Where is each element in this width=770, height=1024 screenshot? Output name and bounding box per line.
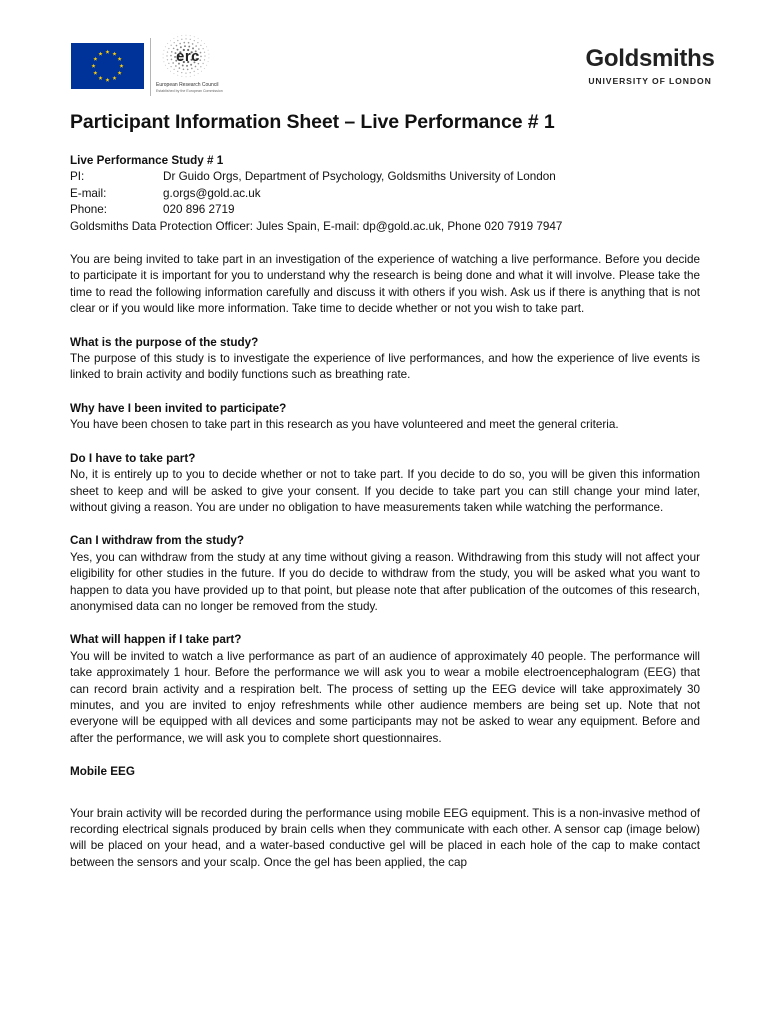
erc-dot [201,71,202,72]
erc-dot [200,56,202,58]
erc-dot [171,45,172,46]
erc-dot [173,73,174,74]
erc-dot [185,72,186,73]
logo-divider [150,38,151,96]
erc-dot [190,72,191,73]
university-logo-subtitle: UNIVERSITY OF LONDON [588,76,712,86]
erc-dot [167,52,168,53]
erc-dot [167,59,168,60]
eu-flag-icon [71,43,144,89]
section-heading-take-part: Do I have to take part? [70,451,196,465]
erc-dot [168,63,169,64]
erc-dot [167,68,168,69]
document-body [70,109,700,871]
erc-dot [187,69,189,71]
erc-dot [183,69,185,71]
section-heading-withdraw: Can I withdraw from the study? [70,534,245,548]
erc-dot [190,39,191,40]
page-title: Participant Information Sheet – Live Performance # 1 [70,111,555,133]
erc-dot [170,40,171,41]
erc-dot [184,45,186,47]
phone-value: 020 896 2719 [163,203,235,217]
erc-dot [167,43,168,44]
erc-dot [192,43,194,45]
erc-logo-subtitle: European Research Council [156,82,219,88]
erc-dot [165,46,166,47]
erc-dot [177,40,178,41]
erc-dot [204,55,205,56]
erc-dot [194,71,195,72]
erc-dot [174,42,175,43]
erc-dot [173,69,174,70]
erc-dot [198,73,199,74]
erc-dot [204,52,205,53]
erc-dot [208,61,209,62]
section-body-purpose: The purpose of this study is to investigate the experience of live performances, and how the experience of live events is linked to brain activity and bodily functions such as breathing rate. [70,352,700,382]
university-logo-name: Goldsmiths [585,45,715,72]
erc-dot [172,62,174,64]
pi-row [70,169,700,185]
erc-dot [204,43,205,44]
section-heading-eeg: Mobile EEG [70,765,135,779]
erc-dot [166,55,167,56]
erc-dot [201,40,202,41]
erc-dot [194,75,195,76]
erc-dot [204,59,205,60]
erc-dot [190,76,191,77]
erc-dot [185,35,186,36]
erc-dot [176,45,178,47]
section-body-eeg: Your brain activity will be recorded during the performance using mobile EEG equipment. This is a non-invasive method of recording electrical signals produced by brain cells when they communicate with each other. A sensor cap (image below) will be placed on your head, and a water-based conductive gel will be placed in each hole of the cap to make contact between the sensors and your scalp. Once the gel has been applied, the cap [70,806,700,869]
erc-dot [183,42,185,44]
email-value: g.orgs@gold.ac.uk [163,186,261,200]
erc-dot [197,69,198,70]
erc-dot [186,76,187,77]
erc-dot [206,65,207,66]
section-heading-purpose: What is the purpose of the study? [70,335,259,349]
section-body-take-part: No, it is entirely up to you to decide whether or not to take part. If you decide to do so, you will be given this information sheet to keep and will be asked to give your consent. If you decide to take part you can still change your mind later, without giving a reason. You are under no obligation to have measurements taken while watching the performance. [70,468,700,514]
erc-dot [163,57,164,58]
erc-dot [195,66,197,68]
section-body-invited: You have been chosen to take part in this research as you have volunteered and meet the general criteria. [70,418,619,432]
erc-dot [163,61,164,62]
erc-dot [208,50,209,51]
erc-dot [208,54,209,55]
erc-dot [185,38,186,39]
pi-label: PI: [70,170,85,184]
erc-dot [163,54,164,55]
erc-dot [202,48,203,49]
pi-value: Dr Guido Orgs, Department of Psychology, Goldsmiths University of London [163,170,556,184]
erc-dot [171,51,173,53]
section-heading-happen: What will happen if I take part? [70,633,242,647]
phone-row [70,202,700,218]
erc-dot [170,55,172,57]
email-label: E-mail: [70,186,107,200]
erc-dot [200,45,201,46]
erc-dot [163,50,164,51]
erc-dot [181,76,182,77]
erc-dot [200,66,201,67]
email-row [70,186,700,202]
erc-dot [181,72,182,73]
erc-dot [173,48,175,50]
erc-dot [190,35,191,36]
intro-paragraph: You are being invited to take part in an investigation of the experience of watching a live performance. Before you decide to participate it is important for you to understand why the research is being done and what it will involve. Please take the time to read the following information carefully and discuss it with others if you wish. Ask us if there is anything that is not clear or if you would like more information. Take time to decide whether or not you wish to take part. [70,253,700,316]
erc-dot [188,42,190,44]
erc-logo-text: erc [176,48,201,65]
erc-dot [170,71,171,72]
erc-dot [175,65,177,67]
dpo-line: Goldsmiths Data Protection Officer: Jules Spain, E-mail: dp@gold.ac.uk, Phone 020 7919 7947 [70,219,563,233]
erc-dot [194,40,195,41]
erc-dot [165,65,166,66]
erc-dot [186,65,188,67]
erc-dot [173,38,174,39]
erc-dot [171,59,173,61]
erc-dot [208,57,209,58]
erc-dot [177,36,178,37]
erc-dot [177,71,178,72]
erc-dot [204,68,205,69]
erc-dot [198,38,199,39]
erc-dot [195,45,197,47]
erc-dot [181,35,182,36]
erc-dot [177,75,178,76]
erc-logo-tagline: Established by the European Commission [156,89,223,93]
erc-dot [170,66,171,67]
erc-dot [168,48,169,49]
erc-dot [179,67,181,69]
erc-dot [194,36,195,37]
study-name: Live Performance Study # 1 [70,154,224,167]
phone-label: Phone: [70,203,108,217]
section-heading-invited: Why have I been invited to participate? [70,401,287,415]
erc-dot [179,43,181,45]
erc-dot [206,46,207,47]
section-body-withdraw: Yes, you can withdraw from the study at any time without giving a reason. Withdrawing from this study will not affect your eligibility for other studies in the future. If you do decide to withdraw from the study, you will be asked what you want to happen to data you have provided up to that point, but please note that after publication of the outcomes of this research, anonymised data can no longer be removed from the study. [70,550,700,613]
section-body-happen: You will be invited to watch a live performance as part of an audience of approximately 40 people. The performance will take approximately 1 hour. Before the performance we will ask you to wear a mobile electroencephalogram (EEG) that can record brain activity and a respiration belt. The process of setting up the EEG device will take approximately 30 minutes, and you are invited to enjoy refreshments while other audience members are being set up. Note that not everyone will be equipped with all devices and some participants may not be asked to wear any equipment. Before and after the performance, we will ask you to complete short questionnaires. [70,649,700,745]
erc-dot [191,68,193,70]
erc-dot [202,63,203,64]
erc-dot [197,42,198,43]
erc-logo [153,34,233,96]
erc-dot [181,39,182,40]
